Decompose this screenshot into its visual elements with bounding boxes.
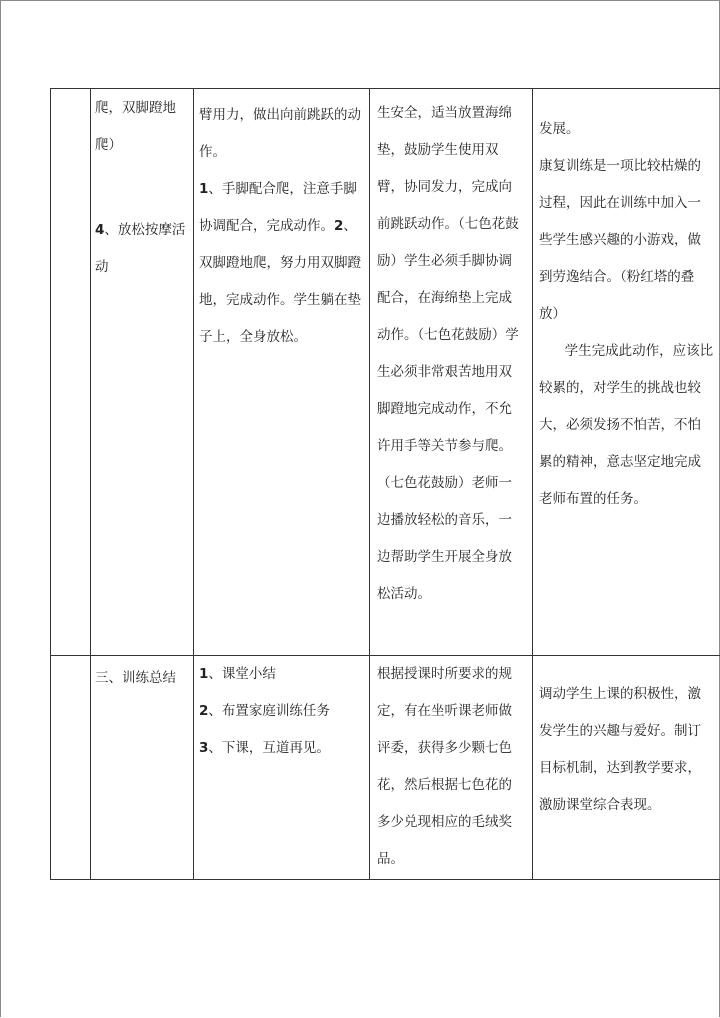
item-number: 1: [199, 181, 209, 197]
purpose-cell: [533, 89, 720, 656]
guidance-text: 根据授课时所要求的规定，有在坐听课老师做评委，获得多少颗七色花，然后根据七色花的多少兑现相应的毛绒奖品。: [377, 666, 512, 867]
method-item-1: [199, 171, 363, 356]
method-item-2: [199, 693, 363, 730]
guidance-cell: [370, 89, 533, 656]
purpose-cell: [533, 656, 720, 880]
purpose-text-2: 康复训练是一项比较枯燥的过程，因此在训练中加入一些学生感兴趣的小游戏，做到劳逸结合。（粉红塔的叠放）: [539, 158, 701, 322]
guidance-text: 生安全，适当放置海绵垫，鼓励学生使用双臂，协同发力，完成向前跳跃动作。（七色花鼓励）学生必须手脚协调配合，在海绵垫上完成动作。（七色花鼓励）学生必须非常艰苦地用双脚蹬地完成动作，不允许用手等关节参与爬。（七色花鼓励）老师一边播放轻松的音乐，一边帮助学生开展全身放松活动。: [377, 105, 519, 602]
content-cell: [91, 656, 194, 880]
table-row: [51, 656, 720, 880]
method-item-1: [199, 656, 363, 693]
table-row: [51, 89, 720, 656]
lesson-plan-table: [50, 88, 720, 880]
item-number: 3: [199, 740, 209, 756]
content-item-4: [95, 212, 187, 286]
method-cell: [194, 89, 370, 656]
item-text: 、布置家庭训练任务: [208, 703, 330, 719]
item-number: 1: [199, 666, 209, 682]
purpose-text-3: 学生完成此动作，应该比较累的，对学生的挑战也较大，必须发扬不怕苦，不怕累的精神，意志坚定地完成老师布置的任务。: [539, 343, 714, 507]
method-item-3: [199, 730, 363, 767]
phase-cell: [51, 656, 91, 880]
item-number: 2: [334, 218, 344, 234]
content-text: 爬，双脚蹬地爬）: [95, 100, 176, 153]
phase-cell: [51, 89, 91, 656]
method-intro: 臂用力，做出向前跳跃的动作。: [199, 107, 361, 160]
method-cell: [194, 656, 370, 880]
purpose-text-1: 调动学生上课的积极性，激发学生的兴趣与爱好。制订目标机制，达到教学要求，激励课堂综合表现。: [539, 686, 701, 813]
item-text: 、手脚配合爬，注意手脚协调配合，完成动作。: [199, 181, 357, 234]
item-text: 、放松按摩活动: [95, 222, 186, 275]
purpose-text-1: 发展。: [539, 121, 580, 137]
item-text: 、双脚蹬地爬，努力用双脚蹬地，完成动作。学生躺在垫子上，全身放松。: [199, 218, 361, 345]
item-text: 、下课，互道再见。: [208, 740, 330, 756]
content-cell: [91, 89, 194, 656]
item-text: 、课堂小结: [208, 666, 276, 682]
section-title: 三、训练总结: [95, 670, 176, 686]
item-number: 2: [199, 703, 209, 719]
guidance-cell: [370, 656, 533, 880]
item-number: 4: [95, 222, 105, 238]
